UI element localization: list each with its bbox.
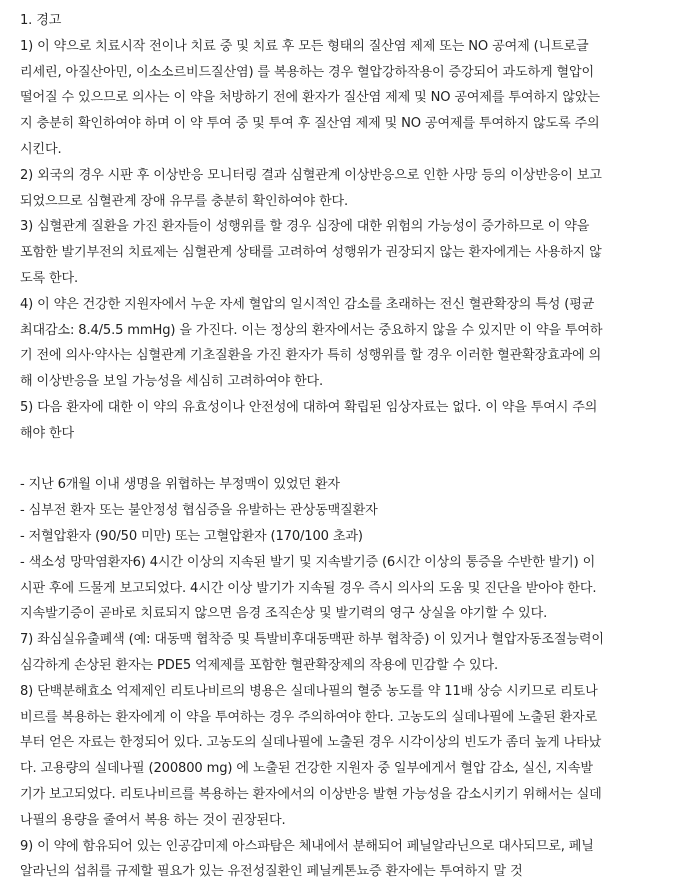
text-line: 시킨다. <box>20 137 682 163</box>
warning-item-7 <box>20 627 682 679</box>
list-item: - 저혈압환자 (90/50 미만) 또는 고혈압환자 (170/100 초과) <box>20 524 682 550</box>
warning-item-9 <box>20 834 682 885</box>
text-line: 다. 고용량의 실데나필 (200800 mg) 에 노출된 건강한 지원자 중 일부에게서 혈압 감소, 실신, 지속발 <box>20 756 682 782</box>
warning-document <box>20 8 682 885</box>
text-line: 4) 이 약은 건강한 지원자에서 누운 자세 혈압의 일시적인 감소를 초래하는 전신 혈관확장의 특성 (평균 <box>20 292 682 318</box>
text-line: 리세린, 아질산아민, 이소소르비드질산염) 를 복용하는 경우 혈압강하작용이 증강되어 과도하게 혈압이 <box>20 60 682 86</box>
text-line: 2) 외국의 경우 시판 후 이상반응 모니터링 결과 심혈관계 이상반응으로 인한 사망 등의 이상반응이 보고 <box>20 163 682 189</box>
text-line: 최대감소: 8.4/5.5 mmHg) 을 가진다. 이는 정상의 환자에서는 중요하지 않을 수 있지만 이 약을 투여하 <box>20 318 682 344</box>
text-line: 지 충분히 확인하여야 하며 이 약 투여 중 및 투여 후 질산염 제제 및 NO 공여제를 투여하지 않도록 주의 <box>20 111 682 137</box>
text-line: 7) 좌심실유출폐색 (예: 대동맥 협착증 및 특발비후대동맥판 하부 협착증) 이 있거나 혈압자동조절능력이 <box>20 627 682 653</box>
list-item: - 심부전 환자 또는 불안정성 협심증을 유발하는 관상동맥질환자 <box>20 498 682 524</box>
section-heading: 1. 경고 <box>20 8 682 34</box>
warning-item-3 <box>20 214 682 291</box>
text-line: 되었으므로 심혈관계 장애 유무를 충분히 확인하여야 한다. <box>20 189 682 215</box>
text-line: 비르를 복용하는 환자에게 이 약을 투여하는 경우 주의하여야 한다. 고농도의 실데나필에 노출된 환자로 <box>20 705 682 731</box>
text-line: 지속발기증이 곧바로 치료되지 않으면 음경 조직손상 및 발기력의 영구 상실을 야기할 수 있다. <box>20 601 682 627</box>
list-item: - 지난 6개월 이내 생명을 위협하는 부정맥이 있었던 환자 <box>20 472 682 498</box>
warning-item-4 <box>20 292 682 395</box>
text-line: 3) 심혈관계 질환을 가진 환자들이 성행위를 할 경우 심장에 대한 위험의 가능성이 증가하므로 이 약을 <box>20 214 682 240</box>
patient-bullet-list <box>20 472 682 627</box>
text-line: 해 이상반응을 보일 가능성을 세심히 고려하여야 한다. <box>20 369 682 395</box>
text-line: 기가 보고되었다. 리토나비르를 복용하는 환자에서의 이상반응 발현 가능성을 감소시키기 위해서는 실데 <box>20 782 682 808</box>
text-line: 해야 한다 <box>20 421 682 447</box>
text-line: 나필의 용량을 줄여서 복용 하는 것이 권장된다. <box>20 808 682 834</box>
warning-item-8 <box>20 679 682 834</box>
warning-item-1 <box>20 34 682 163</box>
list-item: - 색소성 망막염환자6) 4시간 이상의 지속된 발기 및 지속발기증 (6시간 이상의 통증을 수반한 발기) 이 <box>20 550 682 576</box>
text-line: 알라닌의 섭취를 규제할 필요가 있는 유전성질환인 페닐케톤뇨증 환자에는 투여하지 말 것 <box>20 859 682 885</box>
text-line: 포함한 발기부전의 치료제는 심혈관계 상태를 고려하여 성행위가 권장되지 않는 환자에게는 사용하지 않 <box>20 240 682 266</box>
warning-item-2 <box>20 163 682 215</box>
text-line: 기 전에 의사·약사는 심혈관계 기초질환을 가진 환자가 특히 성행위를 할 경우 이러한 혈관확장효과에 의 <box>20 343 682 369</box>
text-line: 떨어질 수 있으므로 의사는 이 약을 처방하기 전에 환자가 질산염 제제 및 NO 공여제를 투여하지 않았는 <box>20 85 682 111</box>
text-line: 도록 한다. <box>20 266 682 292</box>
blank-line <box>20 447 682 473</box>
text-line: 5) 다음 환자에 대한 이 약의 유효성이나 안전성에 대하여 확립된 임상자료는 없다. 이 약을 투여시 주의 <box>20 395 682 421</box>
text-line: 8) 단백분해효소 억제제인 리토나비르의 병용은 실데나필의 혈중 농도를 약 11배 상승 시키므로 리토나 <box>20 679 682 705</box>
text-line: 1) 이 약으로 치료시작 전이나 치료 중 및 치료 후 모든 형태의 질산염 제제 또는 NO 공여제 (니트로글 <box>20 34 682 60</box>
text-line: 시판 후에 드물게 보고되었다. 4시간 이상 발기가 지속될 경우 즉시 의사의 도움 및 진단을 받아야 한다. <box>20 576 682 602</box>
text-line: 심각하게 손상된 환자는 PDE5 억제제를 포함한 혈관확장제의 작용에 민감할 수 있다. <box>20 653 682 679</box>
text-line: 9) 이 약에 함유되어 있는 인공감미제 아스파탐은 체내에서 분해되어 페닐알라닌으로 대사되므로, 페닐 <box>20 834 682 860</box>
warning-item-5 <box>20 395 682 447</box>
text-line: 부터 얻은 자료는 한정되어 있다. 고농도의 실데나필에 노출된 경우 시각이상의 빈도가 좀더 높게 나타났 <box>20 730 682 756</box>
